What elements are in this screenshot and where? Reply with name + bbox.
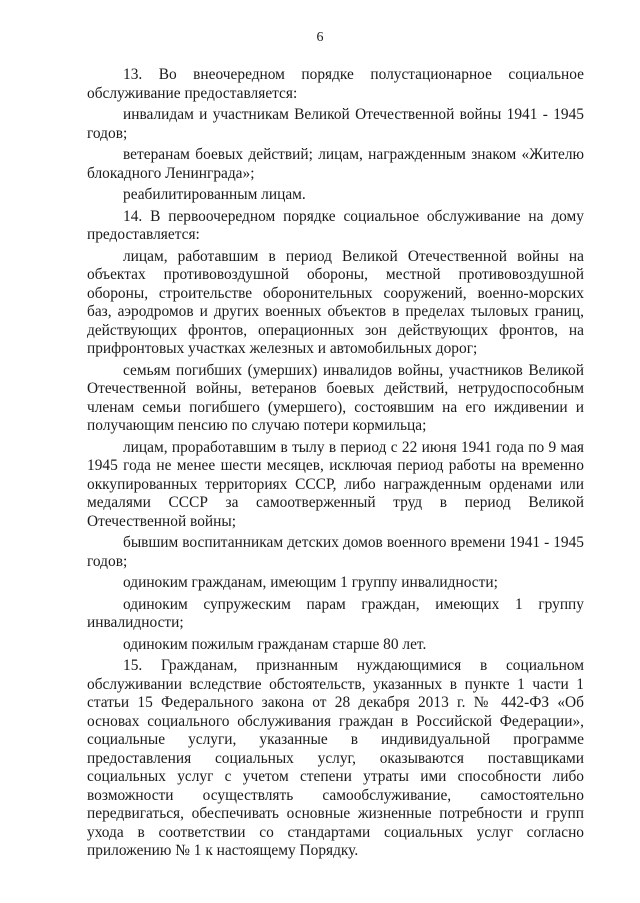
document-body <box>87 66 584 861</box>
page-number: 6 <box>316 30 324 45</box>
list-item: одиноким супружеским парам граждан, имеющих 1 группу инвалидности; <box>87 595 584 631</box>
list-item: семьям погибших (умерших) инвалидов войны, участников Великой Отечественной войны, ветеранов боевых действий, нетрудоспособным членам семьи погибшего (умершего), состоявшим на его иждивении и получающим пенсию по случаю потери кормильца; <box>87 361 584 434</box>
list-item: одиноким гражданам, имеющим 1 группу инвалидности; <box>123 574 498 591</box>
list-item: лицам, работавшим в период Великой Отечественной войны на объектах противовоздушной обороны, местной противовоздушной обороны, строительстве оборонительных сооружений, военно-морских баз, аэродромов и других военных объектов в пределах тыловых границ, действующих фронтов, операционных зон действующих фронтов, на прифронтовых участках железных и автомобильных дорог; <box>87 247 584 357</box>
paragraph-15: 15. Гражданам, признанным нуждающимися в социальном обслуживании вследствие обстоятельств, указанных в пункте 1 части 1 статьи 15 Федерального закона от 28 декабря 2013 г. № 442-ФЗ «Об основах социального обслуживания граждан в Российской Федерации», социальные услуги, указанные в индивидуальной программе предоставления социальных услуг, оказываются поставщиками социальных услуг с учетом степени утраты ими способности либо возможности осуществлять самообслуживание, самостоятельно передвигаться, обеспечивать основные жизненные потребности и групп ухода в соответствии со стандартами социальных услуг согласно приложению № 1 к настоящему Порядку. <box>87 657 584 859</box>
paragraph-14: 14. В первоочередном порядке социальное обслуживание на дому предоставляется: <box>87 207 584 243</box>
list-item: реабилитированным лицам. <box>123 186 306 203</box>
list-item: инвалидам и участникам Великой Отечественной войны 1941 - 1945 годов; <box>87 106 584 142</box>
list-item: лицам, проработавшим в тылу в период с 22 июня 1941 года по 9 мая 1945 года не менее шести месяцев, исключая период работы на временно оккупированных территориях СССР, либо награжденным орденами или медалями СССР за самоотверженный труд в период Великой Отечественной войны; <box>87 438 584 530</box>
paragraph-13: 13. Во внеочередном порядке полустационарное социальное обслуживание предоставляется: <box>87 66 584 102</box>
list-item: одиноким пожилым гражданам старше 80 лет. <box>123 635 427 653</box>
list-item: бывшим воспитанникам детских домов военного времени 1941 - 1945 годов; <box>87 534 584 570</box>
list-item: ветеранам боевых действий; лицам, награжденным знаком «Жителю блокадного Ленинграда»; <box>87 146 584 182</box>
